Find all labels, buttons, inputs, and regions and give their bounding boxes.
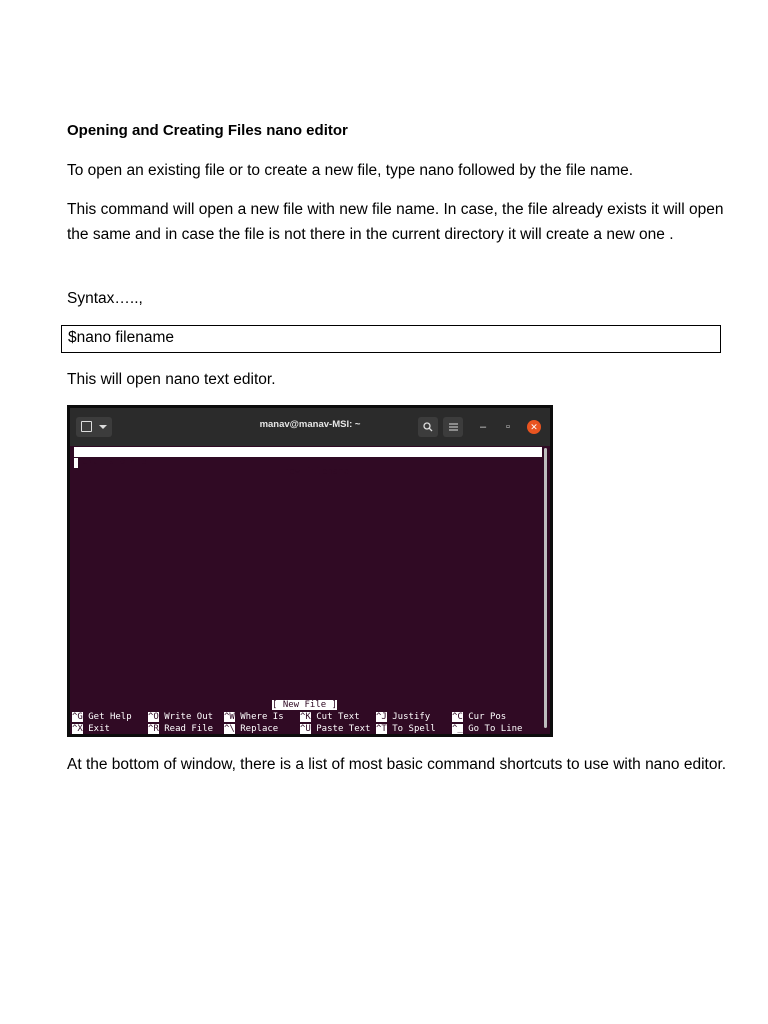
menu-button — [443, 417, 463, 437]
shortcut-row-1 — [70, 712, 550, 723]
shortcut-item — [224, 724, 278, 734]
shortcut-item — [376, 724, 436, 734]
shortcut-item — [376, 712, 430, 723]
terminal-scrollbar — [544, 448, 547, 728]
nano-status-message: [ New File ] — [272, 700, 338, 710]
shortcut-key: ^G — [72, 712, 83, 722]
paragraph-open-editor: This will open nano text editor. — [67, 371, 276, 388]
nano-file-name: new_filename — [284, 467, 350, 477]
minimize-icon: – — [479, 421, 487, 433]
shortcut-item — [148, 724, 213, 734]
maximize-icon: ▫ — [506, 421, 510, 433]
hamburger-icon — [449, 423, 458, 431]
close-icon: ✕ — [527, 420, 541, 434]
search-button — [418, 417, 438, 437]
text-cursor — [74, 458, 78, 468]
shortcut-label: Paste Text — [316, 724, 371, 734]
shortcut-item — [452, 724, 522, 734]
shortcut-item — [300, 712, 360, 723]
shortcut-item — [224, 712, 284, 723]
shortcut-label: Exit — [88, 724, 110, 734]
shortcut-label: Justify — [392, 712, 431, 722]
shortcut-label: Where Is — [240, 712, 284, 722]
shortcut-item — [72, 724, 110, 734]
shortcut-key: ^C — [452, 712, 463, 722]
shortcut-key: ^O — [148, 712, 159, 722]
shortcut-label: Replace — [240, 724, 279, 734]
shortcut-key: ^_ — [452, 724, 463, 734]
shortcut-item — [72, 712, 132, 723]
shortcut-key: ^T — [376, 724, 387, 734]
shortcut-label: Read File — [164, 724, 214, 734]
shortcut-label: Cur Pos — [468, 712, 507, 722]
syntax-command-box: $nano filename — [61, 325, 721, 353]
shortcut-key: ^W — [224, 712, 235, 722]
nano-header-bar — [74, 447, 542, 477]
syntax-label: Syntax….., — [67, 290, 143, 307]
shortcut-key: ^\ — [224, 724, 235, 734]
shortcut-label: Go To Line — [468, 724, 523, 734]
terminal-titlebar — [70, 408, 550, 446]
shortcut-key: ^R — [148, 724, 159, 734]
paragraph-shortcuts: At the bottom of window, there is a list of most basic command shortcuts to use with nano editor. — [67, 756, 727, 773]
paragraph-intro: To open an existing file or to create a new file, type nano followed by the file name. — [67, 162, 634, 179]
section-heading: Opening and Creating Files nano editor — [67, 122, 348, 139]
search-icon — [423, 422, 433, 432]
shortcut-item — [452, 712, 506, 723]
terminal-window — [70, 408, 550, 734]
shortcut-key: ^U — [300, 724, 311, 734]
shortcut-row-2 — [70, 724, 550, 734]
terminal-screenshot — [67, 405, 553, 737]
shortcut-item — [148, 712, 213, 723]
shortcut-item — [300, 724, 370, 734]
nano-version: GNU nano 4.3 — [82, 457, 148, 467]
shortcut-key: ^X — [72, 724, 83, 734]
paragraph-explanation: This command will open a new file with new file name. In case, the file already exists it will open the same and in case the file is not there in the current directory it will create a new one . — [67, 201, 724, 243]
shortcut-label: Write Out — [164, 712, 214, 722]
shortcut-label: To Spell — [392, 724, 436, 734]
shortcut-label: Get Help — [88, 712, 132, 722]
shortcut-key: ^J — [376, 712, 387, 722]
window-title: manav@manav-MSI: ~ — [259, 419, 361, 430]
shortcut-label: Cut Text — [316, 712, 360, 722]
shortcut-key: ^K — [300, 712, 311, 722]
